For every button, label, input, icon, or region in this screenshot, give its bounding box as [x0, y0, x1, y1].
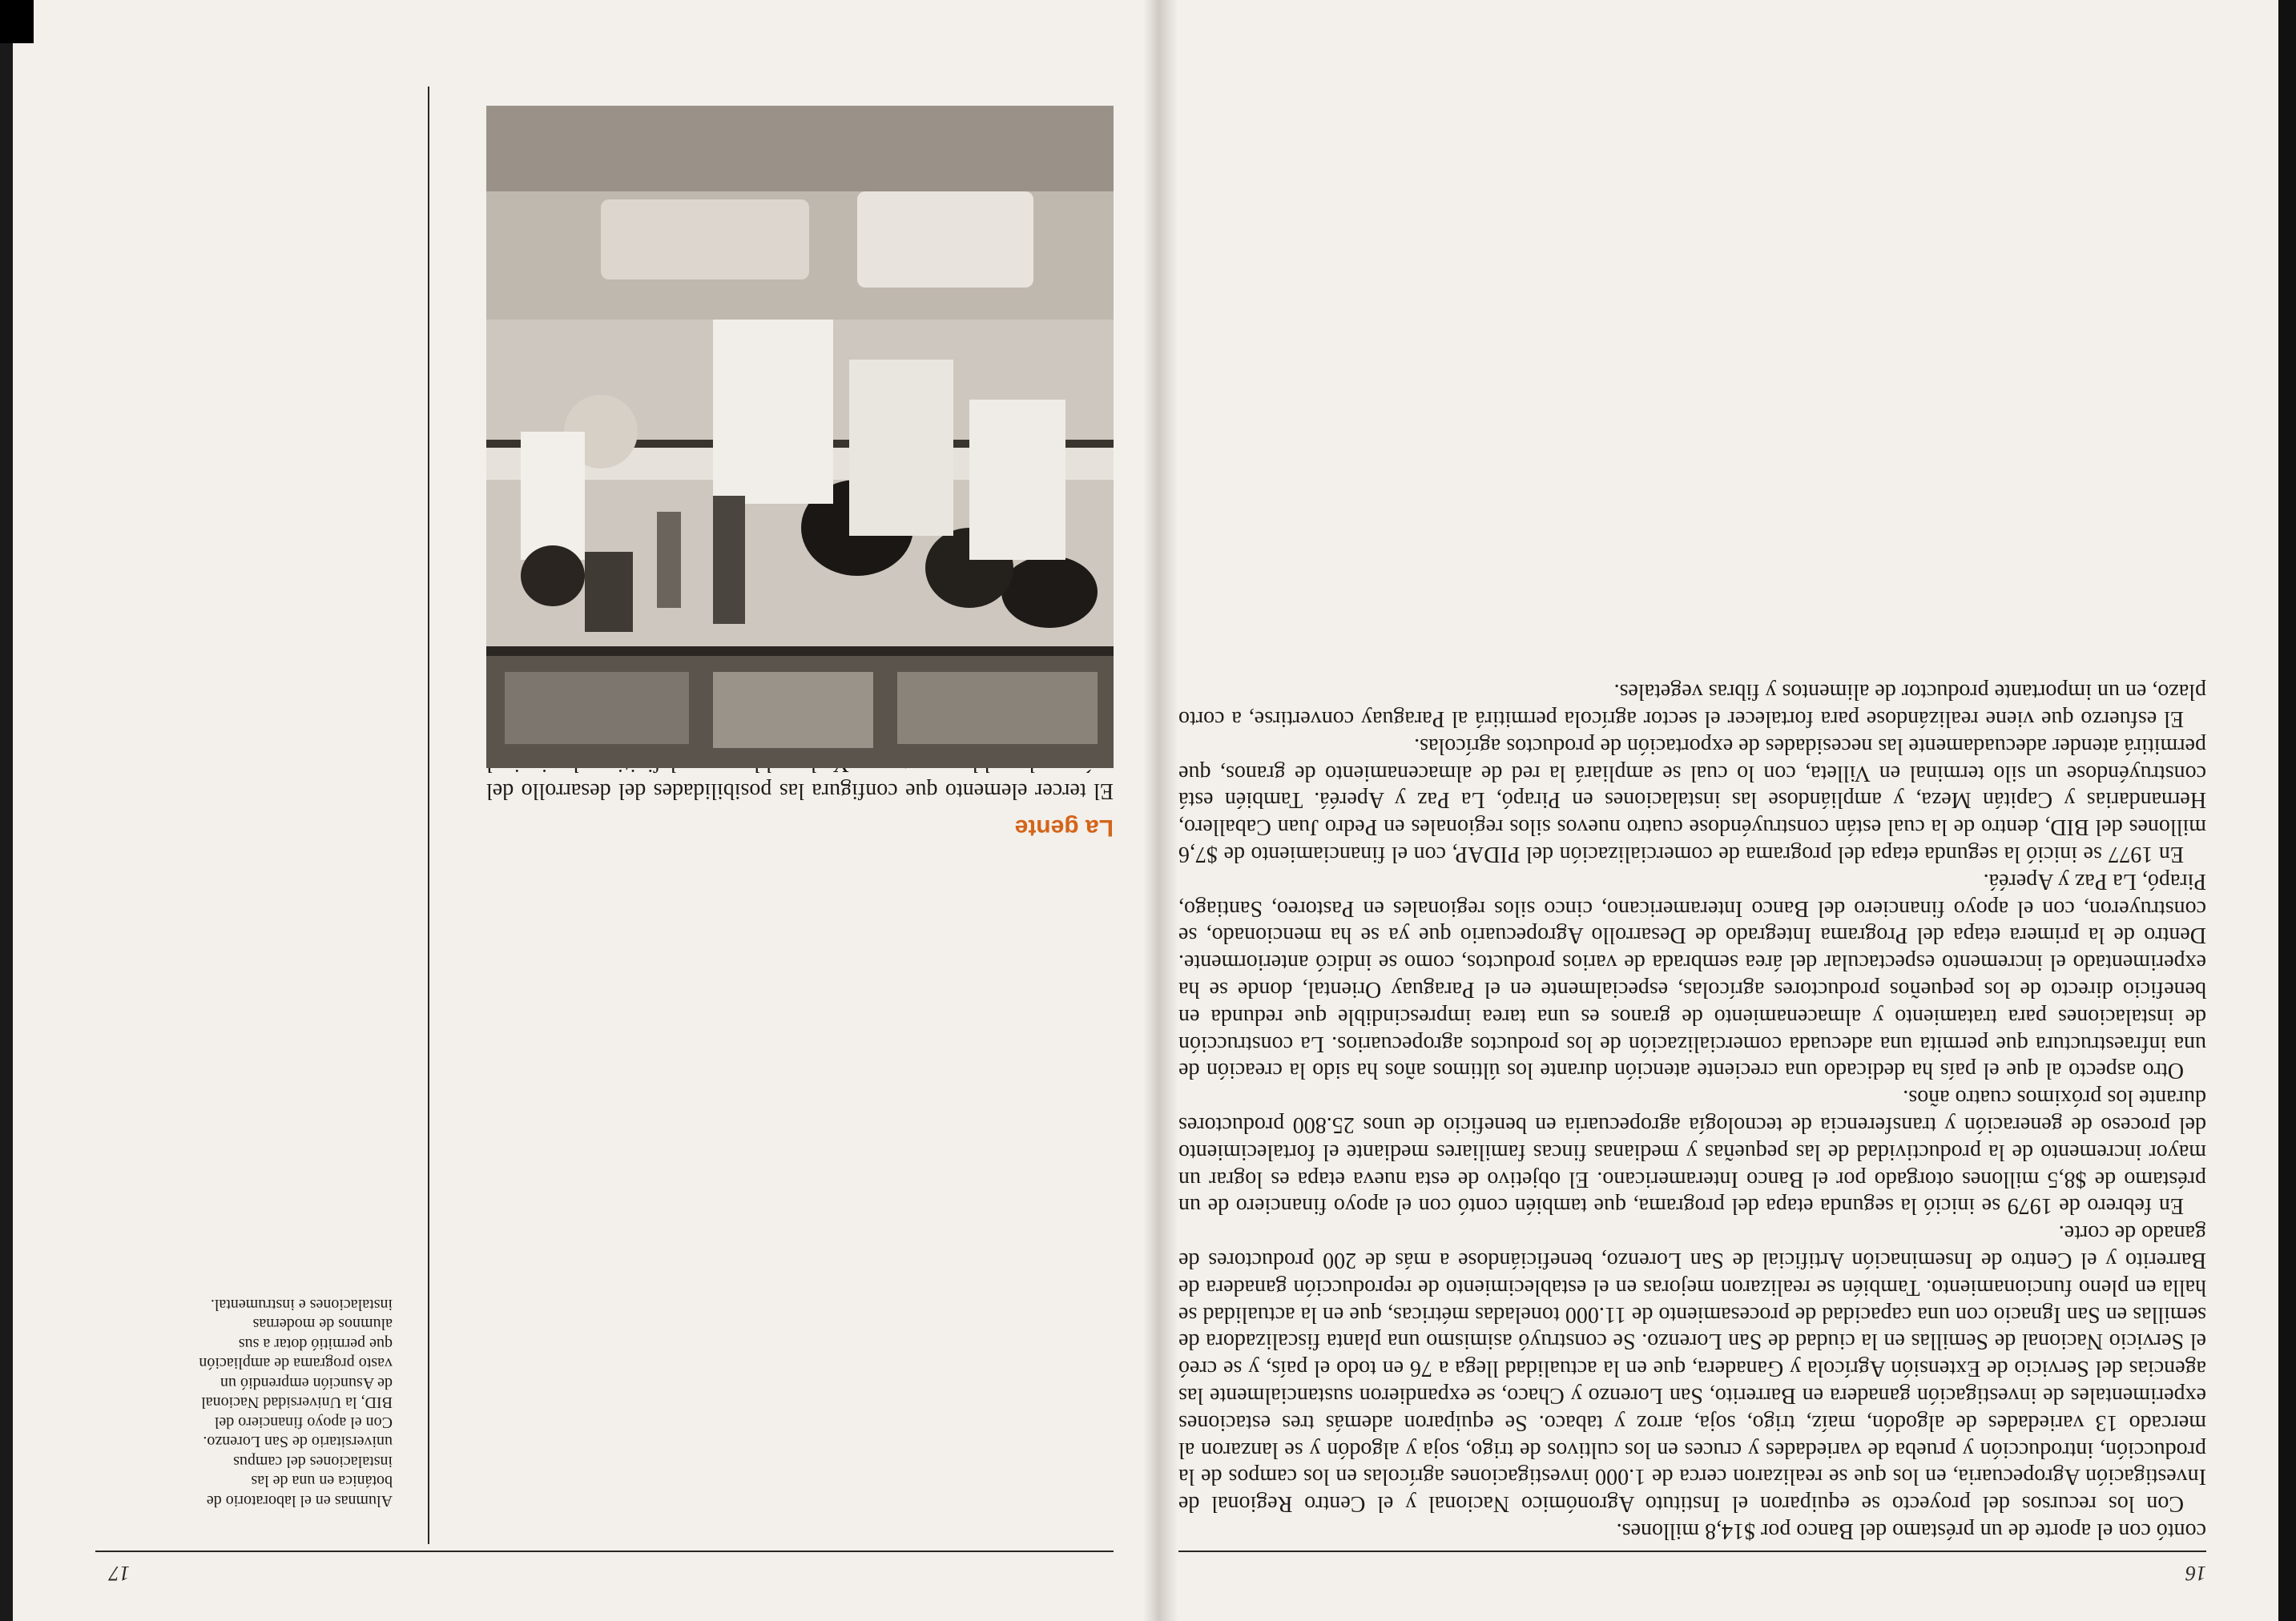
paragraph: El tercer elemento que configura las posibilidades del desarrollo del — [486, 778, 1114, 803]
page-16-top-rule — [1178, 1551, 2206, 1552]
paragraph: En 1977 se inició la segunda etapa del programa de comercialización del PIDAP, con el financiamiento de $7,6 millones del BID, dentro de la cual están construyéndose cuatro nuevos silos regionales en Pedro Juan Caballero, Hernandarias y Capitán Meza, y ampliándose las instalaciones en Pirapó, La Paz y Aperéá. También está construyéndose un silo terminal en Villeta, con lo cual se ampliará la red de almacenamiento de granos, que permitirá atender adecuadamente las necesidades de exportación de productos agrícolas. — [1178, 733, 2206, 867]
scanner-edge-right — [0, 0, 13, 1621]
laboratory-photo — [486, 106, 1114, 768]
paragraph: En febrero de 1979 se inició la segunda etapa del programa, que también contó con el apoyo financiero de un préstamo de $8,5 millones otorgado por el Banco Interamericano. El objetivo de esta nueva etapa es lograr un mayor incremento de la productividad de las pequeñas y medianas fincas familiares mediante el fortalecimiento del proceso de generación y transferencia de tecnología agropecuaria en beneficio de unos 25.800 productores durante los próximos cuatro años. — [1178, 1085, 2206, 1219]
paragraph: El esfuerzo que viene realizándose para fortalecer el sector agrícola permitirá al Paraguay convertirse, a corto plazo, en un importante productor de alimentos y fibras vegetales. — [1178, 679, 2206, 732]
book-gutter — [1143, 0, 1178, 1621]
page-number-17: 17 — [109, 1562, 130, 1585]
section-title: La gente — [1014, 815, 1114, 841]
column-rule — [428, 86, 429, 1544]
paragraph: Con los recursos del proyecto se equiparon el Instituto Agronómico Nacional y el Centro Regional de Investigación Agropecuaria, en los que se realizaron cerca de 1.000 investigaciones agrícolas en los campos de la producción, introducción y prueba de variedades y cruces en los cultivos de trigo, soja y algodón y se lanzaron al mercado 13 variedades de algodón, maíz, trigo, soja, arroz y tabaco. Se equiparon además tres estaciones experimentales de investigación ganadera en Barrerito, San Lorenzo y Chaco, se expandieron sustancialmente las agencias del Servicio de Extensión Agrícola y Ganadera, que en la actualidad llega a 76 en todo el país, y se creó el Servicio Nacional de Semillas en la ciudad de San Lorenzo. Se construyó asimismo una planta fiscalizadora de semillas en San Ignacio con una capacidad de procesamiento de 11.000 toneladas métricas, que en la actualidad se halla en pleno funcionamiento. También se realizaron mejoras en el establecimiento de reproducción ganadera de Barrerito y el Centro de Inseminación Artificial de San Lorenzo, beneficiándose a más de 200 productores de ganado de corte. — [1178, 1221, 2206, 1517]
scanner-corner — [0, 0, 34, 43]
photo-caption: Alumnas en el laboratorio de botánica en una de las instalaciones del campus universitario de San Lorenzo. Con el apoyo financiero del BID, la Universidad Nacional de Asunción emprendió un vasto programa de ampliación que permitió dotar a sus alumnos de modernas instalaciones e instrumental. — [199, 1296, 393, 1510]
page-number-16: 16 — [2185, 1562, 2206, 1585]
scanner-edge-left — [2278, 0, 2296, 1621]
paragraph: contó con el aporte de un préstamo del Banco por $14,8 millones. — [1616, 1518, 2206, 1543]
page-16-text — [1178, 678, 2206, 1545]
paragraph: Otro aspecto al que el país ha dedicado una creciente atención durante los últimos años ha sido la creación de una infraestructura que permita una adecuada comercialización de los productos agropecuarios. La construcción de instalaciones para tratamiento y almacenamiento de granos es una tarea imprescindible que redunda en beneficio directo de los pequeños productores agrícolas, especialmente en el Paraguay Oriental, donde se ha experimentado el incremento espectacular del área sembrada de varios productos, como se indicó anteriormente. Dentro de la primera etapa del Programa Integrado de Desarrollo Agropecuario que ya se ha mencionado, se construyeron, con el apoyo financiero del Banco Interamericano, cinco silos regionales en Pastoreo, Santiago, Pirapó, La Paz y Aperéá. — [1178, 868, 2206, 1084]
page-17-top-rule — [95, 1551, 1114, 1552]
